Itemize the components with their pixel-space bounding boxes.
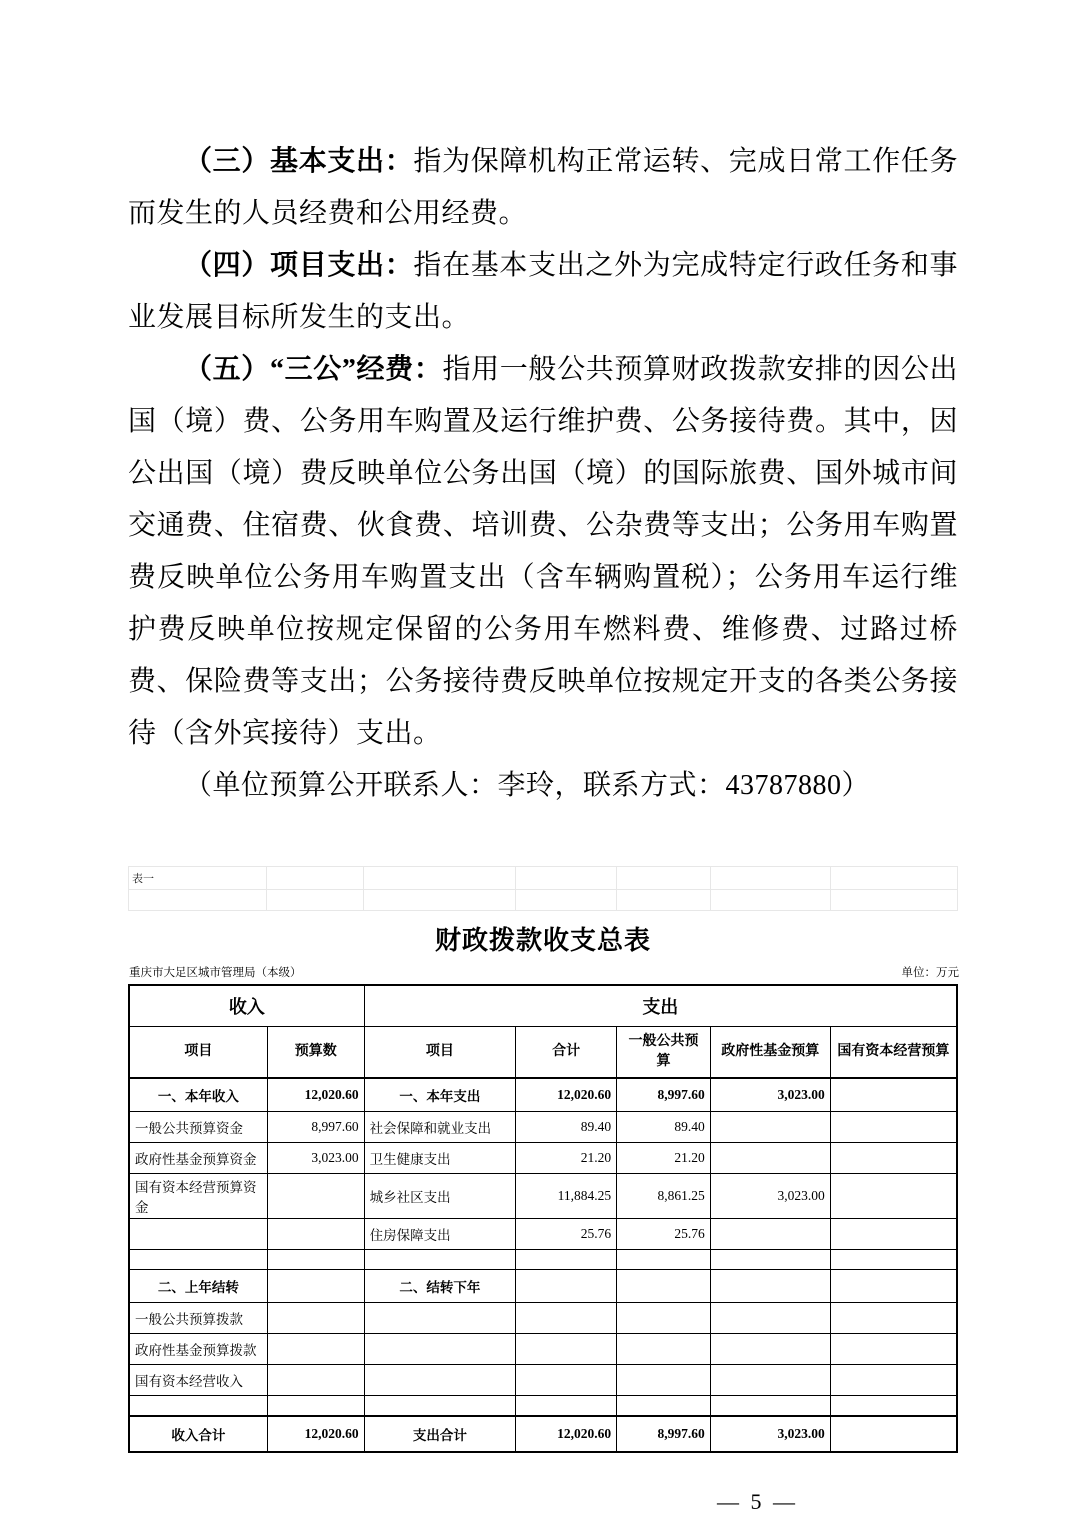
table-cell: 住房保障支出	[364, 1219, 516, 1250]
table-cell: 一般公共预算拨款	[129, 1303, 267, 1334]
table-cell: 二、结转下年	[364, 1270, 516, 1303]
table-cell	[364, 1303, 516, 1334]
table-meta-row	[128, 962, 960, 984]
paragraph-lead: （三）基本支出：	[184, 146, 414, 177]
table-cell	[830, 1078, 957, 1112]
table-cell	[516, 1396, 617, 1417]
table-cell: 89.40	[516, 1112, 617, 1143]
budget-summary-table	[128, 984, 958, 1453]
table-cell	[267, 1303, 364, 1334]
table-cell	[364, 1334, 516, 1365]
spreadsheet-artifact-grid	[128, 866, 958, 911]
table-cell: 25.76	[617, 1219, 711, 1250]
table-cell: 12,020.60	[516, 1416, 617, 1452]
table-cell	[617, 1334, 711, 1365]
table-cell	[830, 1303, 957, 1334]
table-cell	[710, 1250, 830, 1270]
body-paragraph	[128, 344, 958, 760]
table-cell	[710, 1270, 830, 1303]
table-cell: 一、本年收入	[129, 1078, 267, 1112]
table-cell	[267, 1270, 364, 1303]
table-cell	[267, 1334, 364, 1365]
table-cell	[830, 1250, 957, 1270]
table-row	[129, 1303, 957, 1334]
table-cell	[830, 1270, 957, 1303]
artifact-row	[129, 890, 958, 911]
table-cell	[830, 1219, 957, 1250]
column-header: 预算数	[267, 1027, 364, 1079]
table-cell	[267, 1396, 364, 1417]
column-header-row	[129, 1027, 957, 1079]
table-cell	[710, 1143, 830, 1174]
table-label: 表一	[129, 867, 267, 890]
table-cell: 收入合计	[129, 1416, 267, 1452]
body-paragraph	[128, 136, 958, 240]
table-cell: 21.20	[617, 1143, 711, 1174]
table-cell	[129, 1219, 267, 1250]
table-cell: 11,884.25	[516, 1174, 617, 1219]
table-cell	[516, 1365, 617, 1396]
table-cell	[830, 1143, 957, 1174]
table-cell: 25.76	[516, 1219, 617, 1250]
income-group-header: 收入	[129, 985, 364, 1027]
table-cell: 12,020.60	[267, 1078, 364, 1112]
table-row	[129, 1112, 957, 1143]
table-cell: 支出合计	[364, 1416, 516, 1452]
column-header: 项目	[364, 1027, 516, 1079]
table-cell	[617, 1250, 711, 1270]
table-cell: 政府性基金预算资金	[129, 1143, 267, 1174]
table-cell	[830, 1112, 957, 1143]
body-paragraph	[128, 240, 958, 344]
paragraph-text: 指为保障机构正常运转、完成日常工作任务而发生的人员经费和公用经费。	[128, 146, 958, 229]
table-cell	[364, 1396, 516, 1417]
table-cell: 卫生健康支出	[364, 1143, 516, 1174]
table-cell	[710, 1365, 830, 1396]
column-header: 一般公共预算	[617, 1027, 711, 1079]
table-cell	[617, 1303, 711, 1334]
table-cell: 21.20	[516, 1143, 617, 1174]
table-cell: 城乡社区支出	[364, 1174, 516, 1219]
org-name: 重庆市大足区城市管理局（本级）	[129, 967, 302, 979]
table-cell: 3,023.00	[267, 1143, 364, 1174]
table-cell	[830, 1396, 957, 1417]
table-cell: 一般公共预算资金	[129, 1112, 267, 1143]
table-cell	[830, 1174, 957, 1219]
table-cell	[267, 1219, 364, 1250]
budget-table-section	[128, 866, 958, 1453]
table-cell	[129, 1396, 267, 1417]
paragraph-text: 指在基本支出之外为完成特定行政任务和事业发展目标所发生的支出。	[128, 250, 958, 333]
table-cell	[516, 1270, 617, 1303]
table-cell	[830, 1334, 957, 1365]
table-cell: 一、本年支出	[364, 1078, 516, 1112]
table-cell	[830, 1365, 957, 1396]
page-number: — 5 —	[717, 1489, 798, 1514]
table-cell	[710, 1219, 830, 1250]
table-cell: 二、上年结转	[129, 1270, 267, 1303]
table-cell	[516, 1250, 617, 1270]
table-title: 财政拨款收支总表	[434, 926, 651, 955]
table-row	[129, 1334, 957, 1365]
table-cell: 12,020.60	[267, 1416, 364, 1452]
table-cell	[129, 1250, 267, 1270]
table-cell: 8,997.60	[267, 1112, 364, 1143]
table-cell	[617, 1270, 711, 1303]
table-cell	[516, 1334, 617, 1365]
table-cell	[617, 1396, 711, 1417]
table-cell: 12,020.60	[516, 1078, 617, 1112]
table-cell	[364, 1365, 516, 1396]
table-cell: 3,023.00	[710, 1078, 830, 1112]
table-cell	[364, 1250, 516, 1270]
table-cell: 3,023.00	[710, 1174, 830, 1219]
table-row	[129, 1250, 957, 1270]
table-cell	[710, 1112, 830, 1143]
paragraph-text: 指用一般公共预算财政拨款安排的因公出国（境）费、公务用车购置及运行维护费、公务接待费。其中，因公出国（境）费反映单位公务出国（境）的国际旅费、国外城市间交通费、住宿费、伙食费、培训费、公杂费等支出；公务用车购置费反映单位公务用车购置支出（含车辆购置税）；公务用车运行维护费反映单位按规定保留的公务用车燃料费、维修费、过路过桥费、保险费等支出；公务接待费反映单位按规定开支的各类公务接待（含外宾接待）支出。	[128, 354, 958, 749]
summary-table-body	[129, 1078, 957, 1452]
column-header: 项目	[129, 1027, 267, 1079]
column-header: 政府性基金预算	[710, 1027, 830, 1079]
table-row	[129, 1078, 957, 1112]
column-header: 国有资本经营预算	[830, 1027, 957, 1079]
table-cell: 3,023.00	[710, 1416, 830, 1452]
table-cell	[710, 1303, 830, 1334]
expense-group-header: 支出	[364, 985, 957, 1027]
table-row	[129, 1174, 957, 1219]
table-row	[129, 1143, 957, 1174]
table-cell	[267, 1250, 364, 1270]
table-cell: 8,861.25	[617, 1174, 711, 1219]
paragraph-text: （单位预算公开联系人：李玲，联系方式：43787880）	[184, 770, 871, 801]
table-cell	[516, 1303, 617, 1334]
table-cell: 国有资本经营预算资金	[129, 1174, 267, 1219]
unit-label: 单位：万元	[901, 967, 959, 979]
header-group-row	[129, 985, 957, 1027]
paragraph-lead: （四）项目支出：	[184, 250, 414, 281]
table-cell: 政府性基金预算拨款	[129, 1334, 267, 1365]
table-row	[129, 1270, 957, 1303]
table-cell: 8,997.60	[617, 1078, 711, 1112]
table-cell	[830, 1416, 957, 1452]
contact-paragraph	[128, 760, 958, 812]
table-cell: 社会保障和就业支出	[364, 1112, 516, 1143]
table-row	[129, 1219, 957, 1250]
table-cell	[267, 1365, 364, 1396]
table-cell: 8,997.60	[617, 1416, 711, 1452]
table-row	[129, 1396, 957, 1417]
table-cell	[267, 1174, 364, 1219]
table-cell: 89.40	[617, 1112, 711, 1143]
table-row	[129, 1365, 957, 1396]
table-cell	[617, 1365, 711, 1396]
artifact-row	[129, 867, 958, 890]
table-cell	[710, 1396, 830, 1417]
table-cell: 国有资本经营收入	[129, 1365, 267, 1396]
table-cell	[710, 1334, 830, 1365]
table-row	[129, 1416, 957, 1452]
column-header: 合计	[516, 1027, 617, 1079]
paragraph-lead: （五）“三公”经费：	[184, 354, 443, 385]
